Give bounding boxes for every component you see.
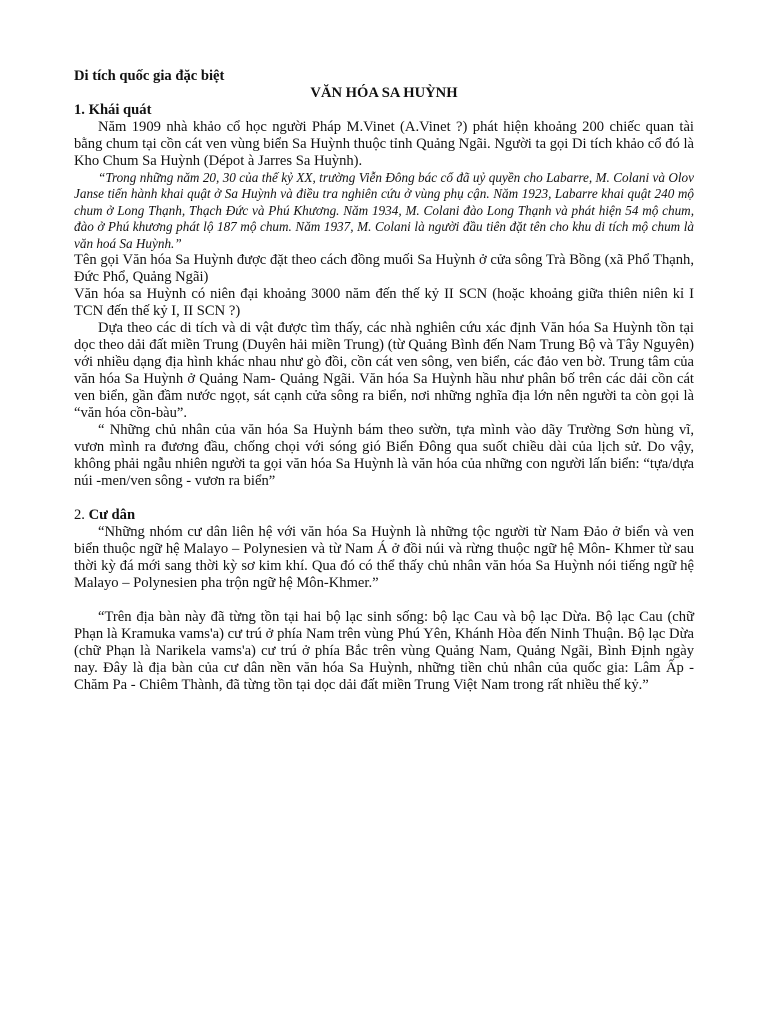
section-2-heading (74, 507, 694, 524)
section-2-label: Cư dân (88, 507, 136, 524)
section-1-quote: “Trong những năm 20, 30 của thế kỷ XX, trường Viễn Đông bác cổ đã uỷ quyền cho Labarre, M. Colani và Olov Janse tiến hành khai quật ở Sa Huỳnh và điều tra nghiên cứu ở vùng phụ cận. Năm 1923, Labarre khai quật 240 mộ chum ở Long Thạnh, Thạch Đức và Phú Khương. Năm 1934, M. Colani đào Long Thạnh và phát hiện 54 mộ chum, đào ở Phú khương phát lộ 187 mộ chum. Năm 1937, M. Colani là người đầu tiên đặt tên cho khu di tích mộ chum là văn hoá Sa Huỳnh.” (74, 170, 694, 251)
section-1-paragraph-5: “ Những chủ nhân của văn hóa Sa Huỳnh bám theo sườn, tựa mình vào dãy Trường Sơn hùng vĩ, vươn mình ra đương đầu, chống chọi với sóng gió Biển Đông qua suốt chiều dài của lịch sử. Do vậy, không phải ngẫu nhiên người ta gọi văn hóa Sa Huỳnh là văn hóa của những con người lấn biển: “tựa/dựa núi -men/ven sông - vươn ra biển” (74, 422, 694, 490)
spacer (74, 592, 694, 609)
section-1-paragraph-4: Dựa theo các di tích và di vật được tìm thấy, các nhà nghiên cứu xác định Văn hóa Sa Huỳnh tồn tại dọc theo dải đất miền Trung (Duyên hải miền Trung) (từ Quảng Bình đến Nam Trung Bộ và Tây Nguyên) với nhiều dạng địa hình khác nhau như gò đồi, cồn cát ven sông, ven biển, các đảo ven bờ. Trung tâm của văn hóa Sa Huỳnh ở Quảng Nam- Quảng Ngãi. Văn hóa Sa Huỳnh hầu như phân bố trên các dải cồn cát ven biển, gần đầm nước ngọt, sát cạnh cửa sông ra biển, nơi những nghĩa địa lớn nên người ta còn gọi là “văn hóa cồn-bàu”. (74, 320, 694, 422)
spacer (74, 490, 694, 507)
document-title: VĂN HÓA SA HUỲNH (310, 85, 458, 101)
document-category: Di tích quốc gia đặc biệt (74, 68, 225, 84)
document-page (74, 68, 694, 694)
section-1-paragraph-2: Tên gọi Văn hóa Sa Huỳnh được đặt theo cách đồng muối Sa Huỳnh ở cửa sông Trà Bồng (xã Phổ Thạnh, Đức Phổ, Quảng Ngãi) (74, 252, 694, 286)
section-1-paragraph-1: Năm 1909 nhà khảo cổ học người Pháp M.Vinet (A.Vinet ?) phát hiện khoảng 200 chiếc quan tài bằng chum tại cồn cát ven vùng biển Sa Huỳnh thuộc tỉnh Quảng Ngãi. Người ta gọi Di tích khảo cổ đó là Kho Chum Sa Huỳnh (Dépot à Jarres Sa Huỳnh). (74, 119, 694, 169)
section-1-paragraph-3: Văn hóa sa Huỳnh có niên đại khoảng 3000 năm đến thế kỷ II SCN (hoặc khoảng giữa thiên niên kỉ I TCN đến thế kỷ I, II SCN ?) (74, 286, 694, 320)
section-2-paragraph-2: “Trên địa bàn này đã từng tồn tại hai bộ lạc sinh sống: bộ lạc Cau và bộ lạc Dừa. Bộ lạc Cau (chữ Phạn là Kramuka vams'a) cư trú ở phía Nam trên vùng Phú Yên, Khánh Hòa đến Ninh Thuận. Bộ lạc Dừa (chữ Phạn là Narikela vams'a) cư trú ở phía Bắc trên vùng Quảng Nam, Quảng Ngãi, Bình Định ngày nay. Đây là địa bàn của cư dân nền văn hóa Sa Huỳnh, những tiền chủ nhân của quốc gia: Lâm Ấp - Chăm Pa - Chiêm Thành, đã từng tồn tại dọc dải đất miền Trung Việt Nam trong rất nhiều thế kỷ.” (74, 609, 694, 694)
section-1-heading: 1. Khái quát (74, 102, 152, 118)
section-2-paragraph-1: “Những nhóm cư dân liên hệ với văn hóa Sa Huỳnh là những tộc người từ Nam Đảo ở biển và ven biển thuộc ngữ hệ Malayo – Polynesien và từ Nam Á ở đồi núi và rừng thuộc ngữ hệ Môn- Khmer từ sau thời kỳ đá mới sang thời kỳ sơ kim khí. Qua đó có thể thấy chủ nhân văn hóa Sa Huỳnh nói tiếng ngữ hệ Malayo – Polynesien pha trộn ngữ hệ Môn-Khmer.” (74, 524, 694, 592)
section-2-number: 2. (74, 507, 85, 524)
